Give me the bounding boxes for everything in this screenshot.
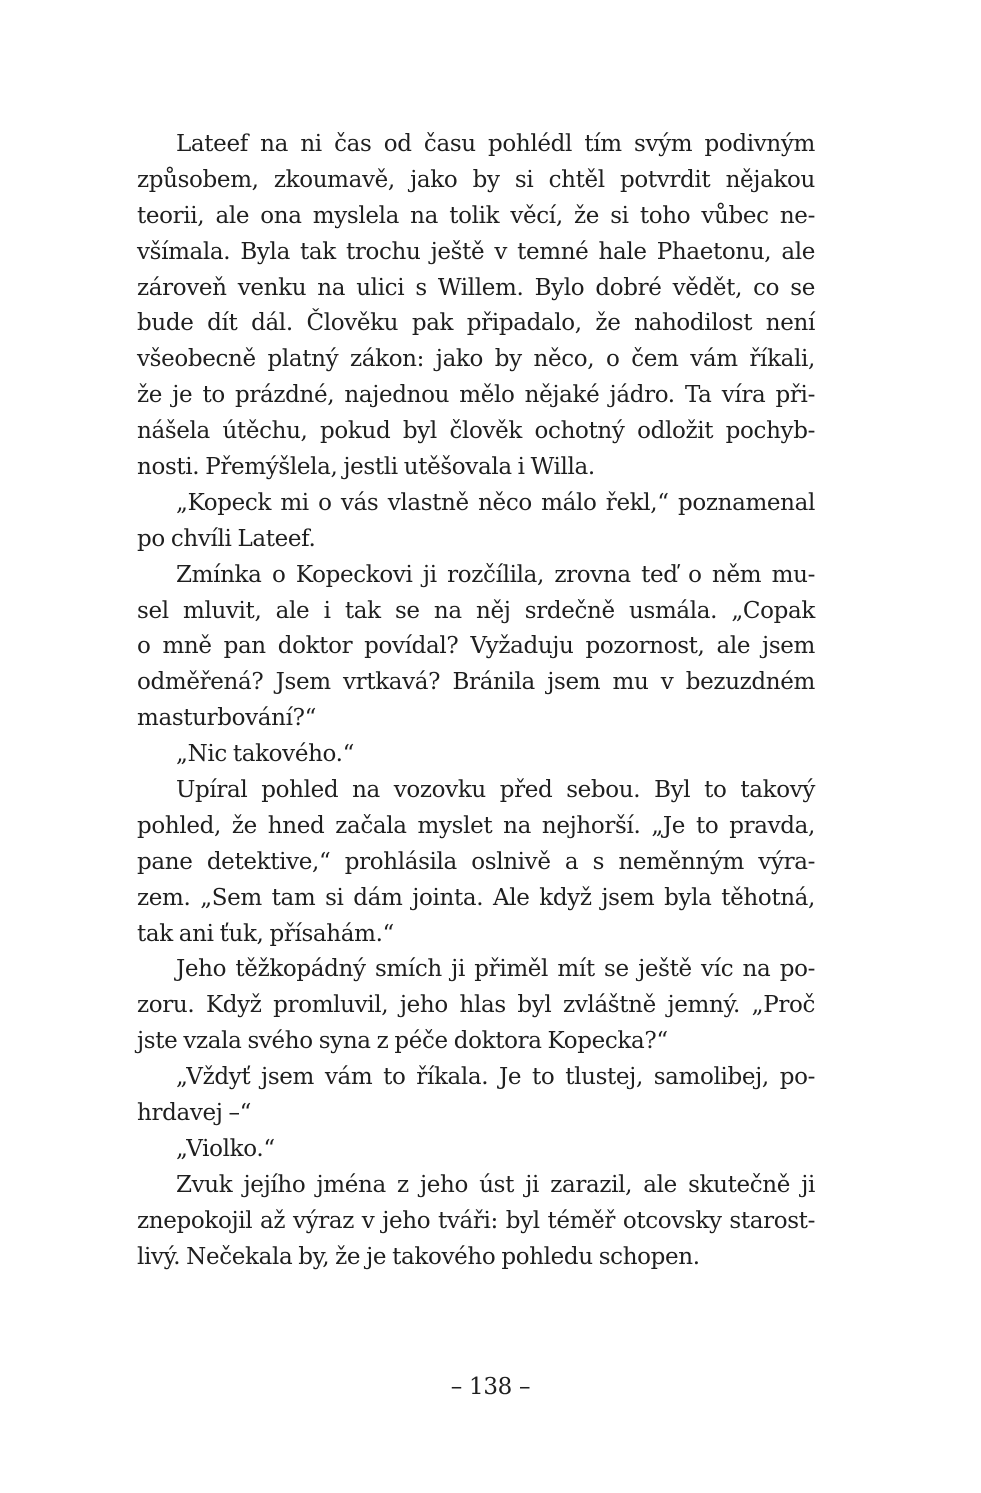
text-line: že je to prázdné, najednou mělo nějaké jádro. Ta víra při- [137, 382, 815, 409]
text-line: Zvuk jejího jména z jeho úst ji zarazil, ale skutečně ji [176, 1171, 815, 1198]
text-line: „Kopeck mi o vás vlastně něco málo řekl,“ poznamenal [176, 489, 815, 516]
text-line: masturbování?“ [137, 705, 317, 732]
text-line: všeobecně platný zákon: jako by něco, o čem vám říkali, [137, 346, 815, 373]
text-line: „Violko.“ [176, 1135, 275, 1162]
body-text [137, 127, 815, 1276]
paragraph [137, 1060, 815, 1132]
text-line: sel mluvit, ale i tak se na něj srdečně usmála. „Copak [137, 597, 815, 624]
text-line: pohled, že hned začala myslet na nejhorší. „Je to pravda, [137, 812, 815, 839]
text-line: zem. „Sem tam si dám jointa. Ale když jsem byla těhotná, [137, 884, 815, 911]
text-line: hrdavej –“ [137, 1100, 252, 1127]
text-line: nosti. Přemýšlela, jestli utěšovala i Willa. [137, 454, 595, 481]
text-line: o mně pan doktor povídal? Vyžaduju pozornost, ale jsem [137, 633, 815, 660]
text-line: teorii, ale ona myslela na tolik věcí, že si toho vůbec ne- [137, 202, 815, 229]
text-line: Zmínka o Kopeckovi ji rozčílila, zrovna teď o něm mu- [176, 561, 815, 588]
text-line: Jeho těžkopádný smích ji přiměl mít se ještě víc na po- [176, 956, 815, 983]
paragraph [137, 558, 815, 737]
text-line: tak ani ťuk, přísahám.“ [137, 920, 394, 947]
text-line: nášela útěchu, pokud byl člověk ochotný odložit pochyb- [137, 418, 815, 445]
paragraph [137, 1132, 815, 1168]
text-line: pane detektive,“ prohlásila oslnivě a s neměnným výra- [137, 848, 815, 875]
page-number: – 138 – [450, 1374, 531, 1400]
paragraph [137, 952, 815, 1060]
text-line: po chvíli Lateef. [137, 525, 316, 552]
paragraph [137, 486, 815, 558]
paragraph [137, 773, 815, 952]
text-line: bude dít dál. Člověku pak připadalo, že nahodilost není [137, 310, 815, 337]
text-line: jste vzala svého syna z péče doktora Kopecka?“ [137, 1028, 668, 1055]
text-line: zoru. Když promluvil, jeho hlas byl zvláštně jemný. „Proč [137, 992, 815, 1019]
text-line: Upíral pohled na vozovku před sebou. Byl to takový [176, 777, 815, 804]
text-line: znepokojil až výraz v jeho tváři: byl téměř otcovsky starost- [137, 1207, 815, 1234]
text-line: „Nic takového.“ [176, 741, 355, 768]
text-line: odměřená? Jsem vrtkavá? Bránila jsem mu v bezuzdném [137, 669, 815, 696]
paragraph [137, 127, 815, 486]
text-line: livý. Nečekala by, že je takového pohledu schopen. [137, 1243, 700, 1270]
text-line: zároveň venku na ulici s Willem. Bylo dobré vědět, co se [137, 274, 815, 301]
text-line: „Vždyť jsem vám to říkala. Je to tlustej, samolibej, po- [176, 1064, 815, 1091]
text-line: způsobem, zkoumavě, jako by si chtěl potvrdit nějakou [137, 166, 815, 193]
text-line: všímala. Byla tak trochu ještě v temné hale Phaetonu, ale [137, 238, 815, 265]
text-line: Lateef na ni čas od času pohlédl tím svým podivným [176, 131, 815, 157]
paragraph [137, 1168, 815, 1276]
paragraph [137, 737, 815, 773]
